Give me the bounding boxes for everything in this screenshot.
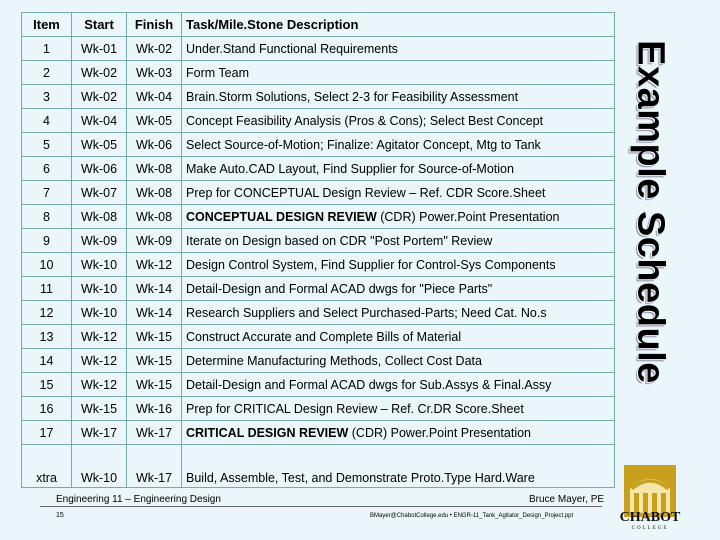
col-header-finish: Finish bbox=[127, 13, 182, 37]
cell-finish: Wk-12 bbox=[127, 253, 182, 277]
cell-description: Build, Assemble, Test, and Demonstrate Proto.Type Hard.Ware bbox=[182, 445, 615, 488]
footer-divider bbox=[40, 506, 602, 507]
table-row bbox=[22, 301, 615, 325]
cell-item: 12 bbox=[22, 301, 72, 325]
cell-description: Construct Accurate and Complete Bills of Material bbox=[182, 325, 615, 349]
table-row bbox=[22, 373, 615, 397]
cell-finish: Wk-17 bbox=[127, 421, 182, 445]
cell-finish: Wk-16 bbox=[127, 397, 182, 421]
cell-start: Wk-10 bbox=[72, 301, 127, 325]
table-row bbox=[22, 277, 615, 301]
cell-finish: Wk-06 bbox=[127, 133, 182, 157]
cell-description: Prep for CONCEPTUAL Design Review – Ref. CDR Score.Sheet bbox=[182, 181, 615, 205]
cell-start: Wk-07 bbox=[72, 181, 127, 205]
table-row bbox=[22, 133, 615, 157]
cell-start: Wk-12 bbox=[72, 325, 127, 349]
cell-description: Design Control System, Find Supplier for Control-Sys Components bbox=[182, 253, 615, 277]
description-bold: CONCEPTUAL DESIGN REVIEW bbox=[186, 209, 377, 224]
cell-item: 4 bbox=[22, 109, 72, 133]
cell-finish: Wk-14 bbox=[127, 301, 182, 325]
description-rest: (CDR) Power.Point Presentation bbox=[376, 209, 560, 224]
logo-name: CHABOT bbox=[619, 510, 681, 525]
cell-start: Wk-10 bbox=[72, 253, 127, 277]
cell-description: Detail-Design and Formal ACAD dwgs for Sub.Assys & Final.Assy bbox=[182, 373, 615, 397]
cell-finish: Wk-03 bbox=[127, 61, 182, 85]
cell-start: Wk-17 bbox=[72, 421, 127, 445]
cell-finish: Wk-08 bbox=[127, 205, 182, 229]
cell-item: 15 bbox=[22, 373, 72, 397]
page-number: 15 bbox=[56, 512, 64, 519]
col-header-item: Item bbox=[22, 13, 72, 37]
cell-item: 3 bbox=[22, 85, 72, 109]
footer-course: Engineering 11 – Engineering Design bbox=[56, 494, 221, 505]
table-row bbox=[22, 325, 615, 349]
cell-finish: Wk-04 bbox=[127, 85, 182, 109]
footer-file: BMayer@ChabotCollege.edu • ENGR-11_Tank_Agitator_Design_Project.ppt bbox=[370, 513, 574, 519]
cell-item: 13 bbox=[22, 325, 72, 349]
cell-start: Wk-05 bbox=[72, 133, 127, 157]
table-row bbox=[22, 421, 615, 445]
table-row bbox=[22, 445, 615, 488]
table-row bbox=[22, 205, 615, 229]
cell-item: 1 bbox=[22, 37, 72, 61]
cell-start: Wk-04 bbox=[72, 109, 127, 133]
cell-start: Wk-15 bbox=[72, 397, 127, 421]
cell-start: Wk-02 bbox=[72, 61, 127, 85]
header-row bbox=[22, 13, 615, 37]
table-row bbox=[22, 181, 615, 205]
cell-start: Wk-09 bbox=[72, 229, 127, 253]
cell-item: 2 bbox=[22, 61, 72, 85]
cell-item: 7 bbox=[22, 181, 72, 205]
logo-subtext: COLLEGE bbox=[631, 526, 669, 531]
cell-item: 9 bbox=[22, 229, 72, 253]
cell-description: Select Source-of-Motion; Finalize: Agitator Concept, Mtg to Tank bbox=[182, 133, 615, 157]
cell-description: Research Suppliers and Select Purchased-Parts; Need Cat. No.s bbox=[182, 301, 615, 325]
table-row bbox=[22, 253, 615, 277]
cell-item: 17 bbox=[22, 421, 72, 445]
cell-start: Wk-10 bbox=[72, 277, 127, 301]
table-row bbox=[22, 37, 615, 61]
cell-finish: Wk-14 bbox=[127, 277, 182, 301]
cell-start: Wk-06 bbox=[72, 157, 127, 181]
cell-description: Under.Stand Functional Requirements bbox=[182, 37, 615, 61]
cell-item: 6 bbox=[22, 157, 72, 181]
cell-description: Iterate on Design based on CDR "Post Portem" Review bbox=[182, 229, 615, 253]
cell-start: Wk-02 bbox=[72, 85, 127, 109]
table-row bbox=[22, 157, 615, 181]
cell-description: Form Team bbox=[182, 61, 615, 85]
schedule-table bbox=[21, 12, 615, 488]
cell-start: Wk-12 bbox=[72, 373, 127, 397]
description-rest: (CDR) Power.Point Presentation bbox=[348, 425, 531, 440]
cell-item: 8 bbox=[22, 205, 72, 229]
cell-finish: Wk-08 bbox=[127, 181, 182, 205]
cell-start: Wk-12 bbox=[72, 349, 127, 373]
description-bold: CRITICAL DESIGN REVIEW bbox=[186, 425, 349, 440]
cell-start: Wk-10 bbox=[72, 445, 127, 488]
table-row bbox=[22, 229, 615, 253]
cell-item: 5 bbox=[22, 133, 72, 157]
cell-item: 10 bbox=[22, 253, 72, 277]
cell-description bbox=[182, 421, 615, 445]
table-row bbox=[22, 349, 615, 373]
footer-author: Bruce Mayer, PE bbox=[529, 494, 605, 505]
col-header-description: Task/Mile.Stone Description bbox=[182, 13, 615, 37]
cell-description: Brain.Storm Solutions, Select 2-3 for Feasibility Assessment bbox=[182, 85, 615, 109]
cell-item: 11 bbox=[22, 277, 72, 301]
side-title: Example Schedule bbox=[629, 40, 672, 384]
schedule-body bbox=[22, 37, 615, 488]
cell-finish: Wk-05 bbox=[127, 109, 182, 133]
col-header-start: Start bbox=[72, 13, 127, 37]
cell-finish: Wk-15 bbox=[127, 325, 182, 349]
cell-start: Wk-08 bbox=[72, 205, 127, 229]
table-row bbox=[22, 109, 615, 133]
cell-description: Prep for CRITICAL Design Review – Ref. Cr.DR Score.Sheet bbox=[182, 397, 615, 421]
cell-description: Detail-Design and Formal ACAD dwgs for "Piece Parts" bbox=[182, 277, 615, 301]
cell-finish: Wk-15 bbox=[127, 373, 182, 397]
cell-description: Determine Manufacturing Methods, Collect Cost Data bbox=[182, 349, 615, 373]
logo-text bbox=[614, 510, 686, 531]
cell-description bbox=[182, 205, 615, 229]
cell-item: 14 bbox=[22, 349, 72, 373]
cell-finish: Wk-17 bbox=[127, 445, 182, 488]
cell-finish: Wk-15 bbox=[127, 349, 182, 373]
cell-item: xtra bbox=[22, 445, 72, 488]
table-row bbox=[22, 85, 615, 109]
cell-finish: Wk-02 bbox=[127, 37, 182, 61]
cell-start: Wk-01 bbox=[72, 37, 127, 61]
table-row bbox=[22, 397, 615, 421]
table-row bbox=[22, 61, 615, 85]
cell-description: Make Auto.CAD Layout, Find Supplier for Source-of-Motion bbox=[182, 157, 615, 181]
cell-finish: Wk-08 bbox=[127, 157, 182, 181]
cell-finish: Wk-09 bbox=[127, 229, 182, 253]
cell-item: 16 bbox=[22, 397, 72, 421]
cell-description: Concept Feasibility Analysis (Pros & Cons); Select Best Concept bbox=[182, 109, 615, 133]
